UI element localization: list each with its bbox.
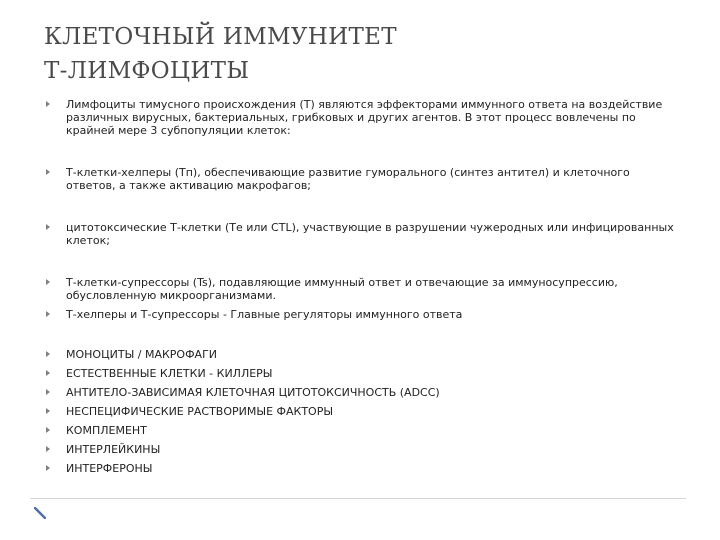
bullet-text: ЕСТЕСТВЕННЫЕ КЛЕТКИ - КИЛЛЕРЫ bbox=[66, 367, 273, 380]
bullet-text: МОНОЦИТЫ / МАКРОФАГИ bbox=[66, 348, 218, 361]
bullet-item bbox=[46, 386, 676, 399]
bullet-item bbox=[46, 424, 676, 437]
bullet-item bbox=[46, 367, 676, 380]
bullet-text: Т-хелперы и Т-супрессоры - Главные регуляторы иммунного ответа bbox=[66, 308, 463, 321]
bullet-arrow-icon bbox=[46, 311, 50, 317]
bullet-list bbox=[46, 98, 676, 475]
bullet-arrow-icon bbox=[46, 427, 50, 433]
bullet-item bbox=[46, 462, 676, 475]
footer-divider bbox=[30, 498, 686, 499]
bullet-arrow-icon bbox=[46, 465, 50, 471]
bullet-arrow-icon bbox=[46, 389, 50, 395]
bullet-arrow-icon bbox=[46, 101, 50, 107]
bullet-arrow-icon bbox=[46, 279, 50, 285]
bullet-item bbox=[46, 221, 676, 247]
bullet-text: АНТИТЕЛО-ЗАВИСИМАЯ КЛЕТОЧНАЯ ЦИТОТОКСИЧНОСТЬ (ADCC) bbox=[66, 386, 440, 399]
bullet-text: Т-клетки-супрессоры (Ts), подавляющие иммунный ответ и отвечающие за иммуносупрессию, обусловленную микроорганизмами. bbox=[66, 276, 618, 302]
bullet-arrow-icon bbox=[46, 370, 50, 376]
slide-title-line-1: КЛЕТОЧНЫЙ ИММУНИТЕТ bbox=[44, 24, 397, 50]
bullet-arrow-icon bbox=[46, 408, 50, 414]
bullet-arrow-icon bbox=[46, 224, 50, 230]
bullet-arrow-icon bbox=[46, 351, 50, 357]
bullet-text: цитотоксические Т-клетки (Те или CTL), участвующие в разрушении чужеродных или инфицированных клеток; bbox=[66, 221, 674, 247]
bullet-item bbox=[46, 405, 676, 418]
slide-title bbox=[44, 20, 397, 88]
bullet-item bbox=[46, 166, 676, 192]
bullet-text: Лимфоциты тимусного происхождения (Т) являются эффекторами иммунного ответа на воздействие различных вирусных, бактериальных, грибковых и других агентов. В этот процесс вовлечены по крайней мере 3 субпопуляции клеток: bbox=[66, 98, 663, 137]
bullet-arrow-icon bbox=[46, 446, 50, 452]
slide-title-line-2: Т-ЛИМФОЦИТЫ bbox=[44, 58, 250, 84]
bullet-item bbox=[46, 308, 676, 321]
bullet-text: ИНТЕРЛЕЙКИНЫ bbox=[66, 443, 161, 456]
bullet-arrow-icon bbox=[46, 169, 50, 175]
bullet-text: ИНТЕРФЕРОНЫ bbox=[66, 462, 153, 475]
bullet-item bbox=[46, 98, 676, 137]
bullet-item bbox=[46, 348, 676, 361]
bullet-text: НЕСПЕЦИФИЧЕСКИЕ РАСТВОРИМЫЕ ФАКТОРЫ bbox=[66, 405, 334, 418]
bullet-item bbox=[46, 276, 676, 302]
bullet-text: Т-клетки-хелперы (Тп), обеспечивающие развитие гуморального (синтез антител) и клеточного ответов, а также активацию макрофагов; bbox=[66, 166, 630, 192]
bullet-item bbox=[46, 443, 676, 456]
corner-bracket-icon bbox=[34, 507, 46, 519]
bullet-text: КОМПЛЕМЕНТ bbox=[66, 424, 147, 437]
